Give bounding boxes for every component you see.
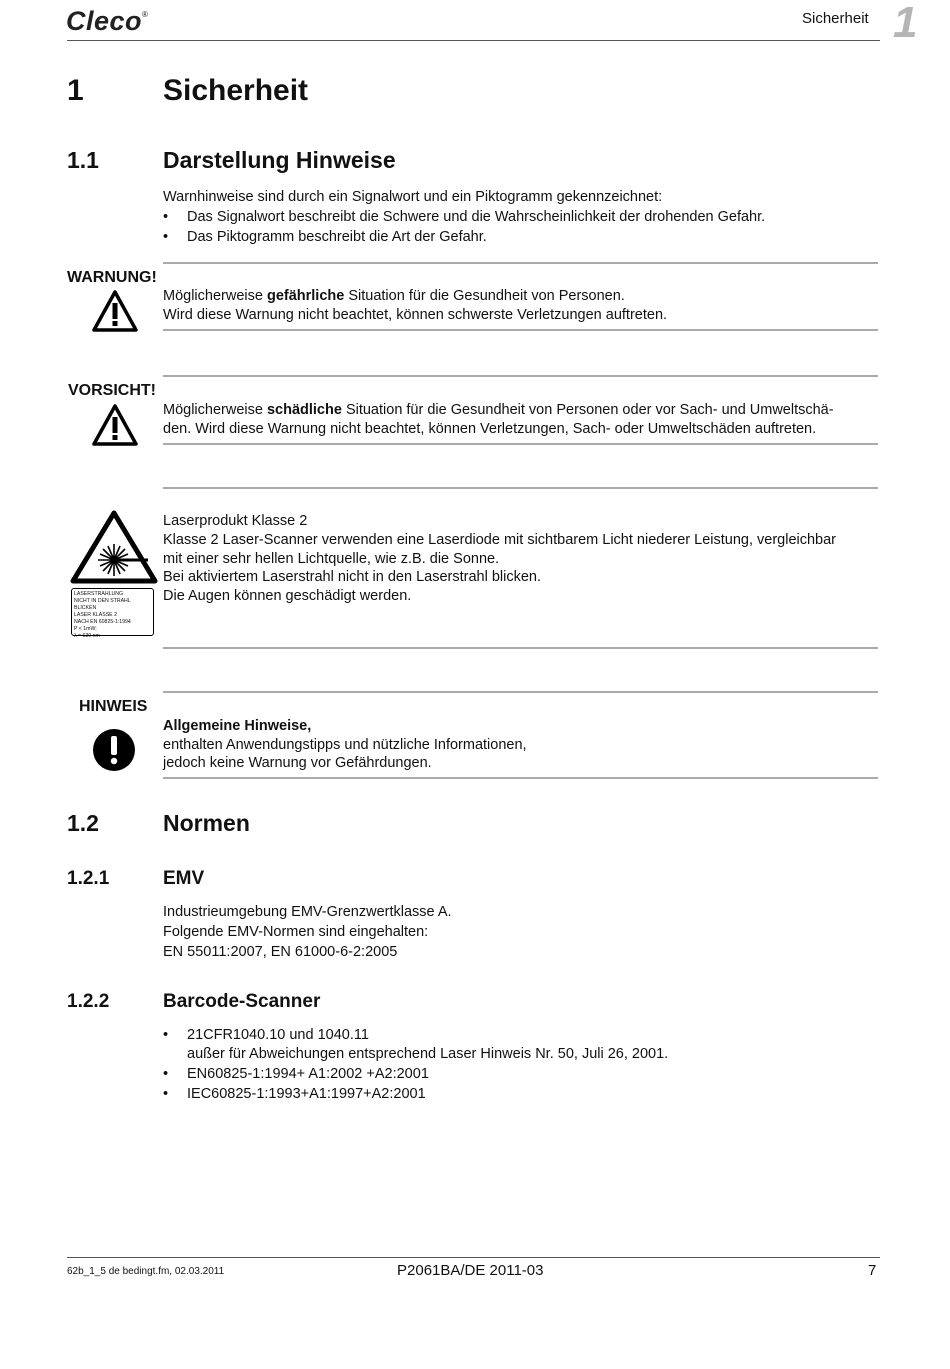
chapter-title: Sicherheit [163, 74, 309, 107]
section-title: Normen [163, 810, 250, 836]
laser-text-line: Bei aktiviertem Laserstrahl nicht in den Laserstrahl blicken. [163, 569, 541, 585]
bullet-mark: • [163, 229, 169, 245]
warning-label: WARNUNG! [67, 269, 157, 286]
bullet-mark: • [163, 209, 169, 225]
section-number: 1.1 [67, 147, 99, 173]
bullet-mark: • [163, 1066, 169, 1082]
notice-bottom-rule [163, 329, 878, 331]
laser-text-line: Die Augen können geschädigt werden. [163, 588, 412, 604]
warning-triangle-icon [92, 290, 138, 337]
caution-text-line-1 [163, 401, 834, 420]
footer-file-info: 62b_1_5 de bedingt.fm, 02.03.2011 [67, 1266, 225, 1277]
laser-label-line: LASERSTRAHLUNG [74, 591, 124, 597]
list-item-text: IEC60825-1:1993+A1:1997+A2:2001 [187, 1086, 426, 1102]
header-chapter-number: 1 [893, 0, 918, 47]
caution-text-line-2: den. Wird diese Warnung nicht beachtet, können Verletzungen, Sach- oder Umweltschäden auftreten. [163, 421, 817, 437]
subsection-title: Barcode-Scanner [163, 991, 321, 1012]
subsection-number: 1.2.1 [67, 868, 110, 889]
caution-suffix: Situation für die Gesundheit von Personen oder vor Sach- und Umweltschä- [341, 402, 834, 418]
laser-class-label [71, 588, 154, 639]
notice-bottom-rule [163, 647, 878, 649]
notice-top-rule [163, 691, 878, 693]
exclamation-circle-icon [92, 728, 136, 777]
caution-label: VORSICHT! [68, 382, 156, 399]
intro-text: Warnhinweise sind durch ein Signalwort und ein Piktogramm gekennzeichnet: [163, 189, 663, 205]
note-heading [163, 717, 311, 736]
list-item-text: Das Signalwort beschreibt die Schwere und die Wahrscheinlichkeit der drohenden Gefahr. [187, 209, 766, 225]
notice-top-rule [163, 487, 878, 489]
section-title: Darstellung Hinweise [163, 147, 396, 173]
subsection-number: 1.2.2 [67, 991, 110, 1012]
list-item-text: Das Piktogramm beschreibt die Art der Gefahr. [187, 229, 487, 245]
footer-page-number: 7 [868, 1262, 877, 1279]
note-text-line: enthalten Anwendungstipps und nützliche Informationen, [163, 737, 527, 753]
footer-document-id: P2061BA/DE 2011-03 [397, 1262, 544, 1279]
list-item-text: außer für Abweichungen entsprechend Laser Hinweis Nr. 50, Juli 26, 2001. [187, 1046, 669, 1062]
emv-text-line: EN 55011:2007, EN 61000-6-2:2005 [163, 944, 398, 960]
chapter-number: 1 [67, 74, 84, 107]
warning-text-line-2: Wird diese Warnung nicht beachtet, können schwerste Verletzungen auftreten. [163, 307, 668, 323]
emv-text-line: Folgende EMV-Normen sind eingehalten: [163, 924, 429, 940]
note-label: HINWEIS [79, 698, 148, 715]
section-number: 1.2 [67, 810, 99, 836]
laser-warning-icon [70, 510, 158, 589]
caution-prefix: Möglicherweise [163, 402, 267, 418]
laser-text-line: Laserprodukt Klasse 2 [163, 513, 308, 529]
warning-triangle-icon [92, 404, 138, 451]
note-text-line: jedoch keine Warnung vor Gefährdungen. [163, 755, 432, 771]
subsection-title: EMV [163, 868, 205, 889]
warning-prefix: Möglicherweise [163, 288, 267, 304]
notice-top-rule [163, 375, 878, 377]
notice-bottom-rule [163, 777, 878, 779]
brand-logo [66, 6, 148, 37]
laser-label-line: NICHT IN DEN STRAHL BLICKEN [74, 598, 131, 611]
notice-bottom-rule [163, 443, 878, 445]
header-rule [67, 40, 880, 41]
laser-label-line: LASER KLASSE 2 [74, 612, 117, 618]
laser-label-line: NACH EN 60825-1:1994 [74, 619, 131, 625]
list-item-text: 21CFR1040.10 und 1040.11 [187, 1027, 369, 1043]
notice-top-rule [163, 262, 878, 264]
header-section-title: Sicherheit [802, 10, 869, 27]
laser-text-line: mit einer sehr hellen Lichtquelle, wie z.B. die Sonne. [163, 551, 500, 567]
emv-text-line: Industrieumgebung EMV-Grenzwertklasse A. [163, 904, 452, 920]
laser-label-line: λ = 630 nm [74, 633, 100, 639]
bullet-mark: • [163, 1027, 169, 1043]
footer-rule [67, 1257, 880, 1258]
laser-label-line: P < 1mW; [74, 626, 97, 632]
warning-suffix: Situation für die Gesundheit von Personen. [344, 288, 625, 304]
warning-text-line-1 [163, 287, 625, 306]
warning-emphasis: gefährliche [266, 288, 345, 304]
logo-text: Cleco [66, 6, 143, 36]
laser-text-line: Klasse 2 Laser-Scanner verwenden eine Laserdiode mit sichtbarem Licht niederer Leistung, vergleichbar [163, 532, 837, 548]
bullet-mark: • [163, 1086, 169, 1102]
list-item-text: EN60825-1:1994+ A1:2002 +A2:2001 [187, 1066, 429, 1082]
note-heading-text: Allgemeine Hinweise, [163, 718, 312, 734]
registered-mark: ® [142, 10, 148, 19]
caution-emphasis: schädliche [266, 402, 342, 418]
